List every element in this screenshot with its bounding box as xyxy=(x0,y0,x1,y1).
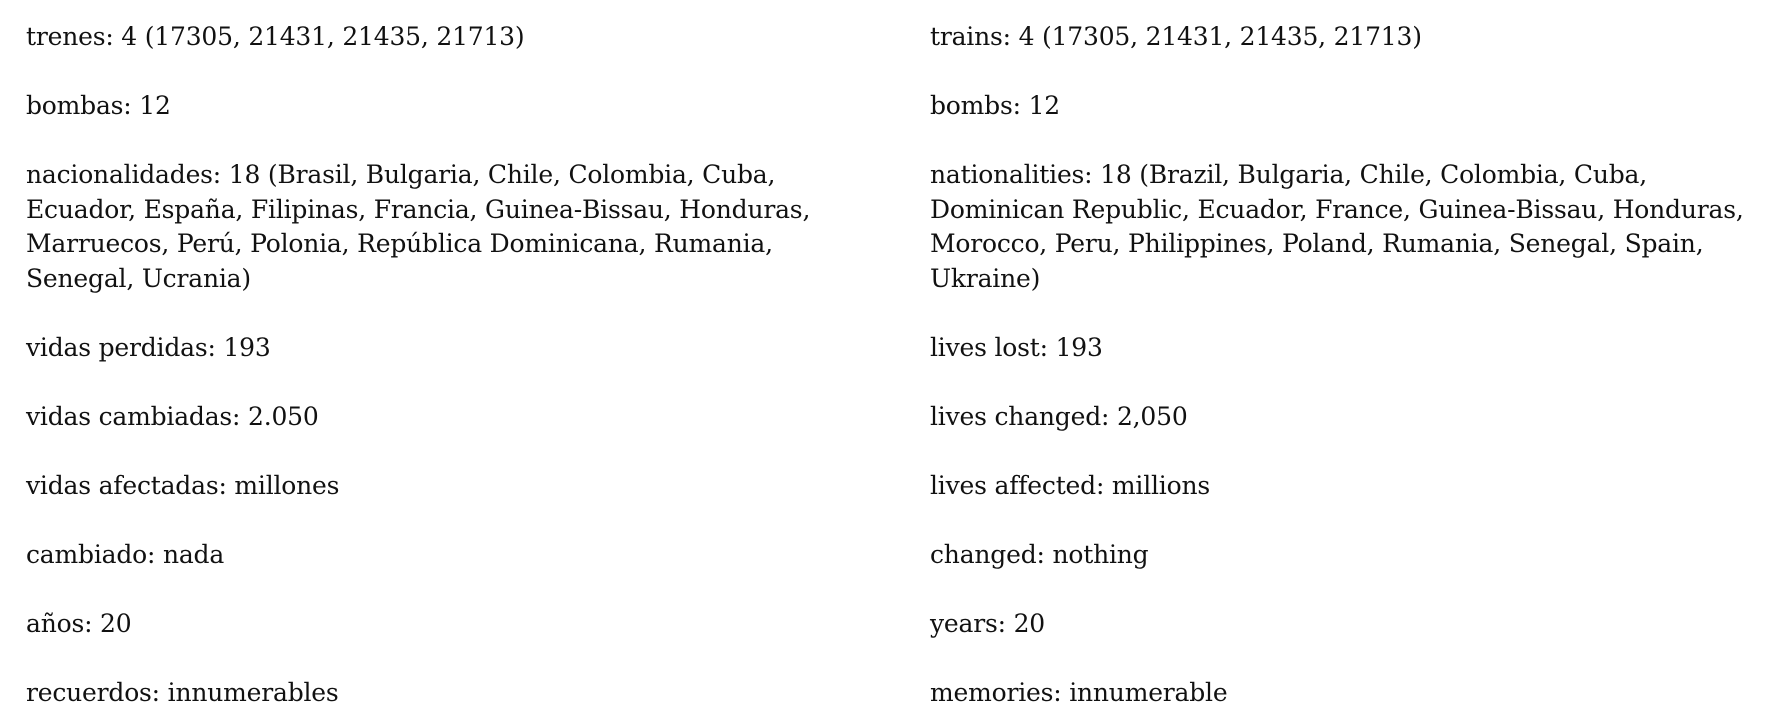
entry-years: years: 20 xyxy=(930,608,1045,638)
entry-nacionalidades: nacionalidades: 18 (Brasil, Bulgaria, Chile, Colombia, Cuba, Ecuador, España, Filipinas, Francia, Guinea-Bissau, Honduras, Marruecos, Perú, Polonia, República Dominicana, Rumania, Senegal, Ucrania) xyxy=(26,160,811,293)
entry-lives-changed: lives changed: 2,050 xyxy=(930,401,1188,431)
entry-bombs: bombs: 12 xyxy=(930,91,1060,120)
entry-lives-lost: lives lost: 193 xyxy=(930,332,1103,362)
entry-trenes: trenes: 4 (17305, 21431, 21435, 21713) xyxy=(26,22,525,51)
english-column xyxy=(930,20,1770,710)
entry-memories: memories: innumerable xyxy=(930,677,1228,707)
entry-changed: changed: nothing xyxy=(930,539,1149,569)
entry-vidas-afectadas: vidas afectadas: millones xyxy=(26,470,340,500)
spanish-column xyxy=(26,20,866,710)
entry-anos: años: 20 xyxy=(26,608,132,638)
entry-cambiado: cambiado: nada xyxy=(26,539,225,569)
entry-nationalities: nationalities: 18 (Brazil, Bulgaria, Chile, Colombia, Cuba, Dominican Republic, Ecuador, France, Guinea-Bissau, Honduras, Morocco, Peru, Philippines, Poland, Rumania, Senegal, Spain, Ukraine) xyxy=(930,160,1744,293)
entry-vidas-perdidas: vidas perdidas: 193 xyxy=(26,332,271,362)
entry-recuerdos: recuerdos: innumerables xyxy=(26,677,339,707)
entry-bombas: bombas: 12 xyxy=(26,91,171,120)
entry-vidas-cambiadas: vidas cambiadas: 2.050 xyxy=(26,401,319,431)
entry-trains: trains: 4 (17305, 21431, 21435, 21713) xyxy=(930,22,1422,51)
entry-lives-affected: lives affected: millions xyxy=(930,470,1210,500)
